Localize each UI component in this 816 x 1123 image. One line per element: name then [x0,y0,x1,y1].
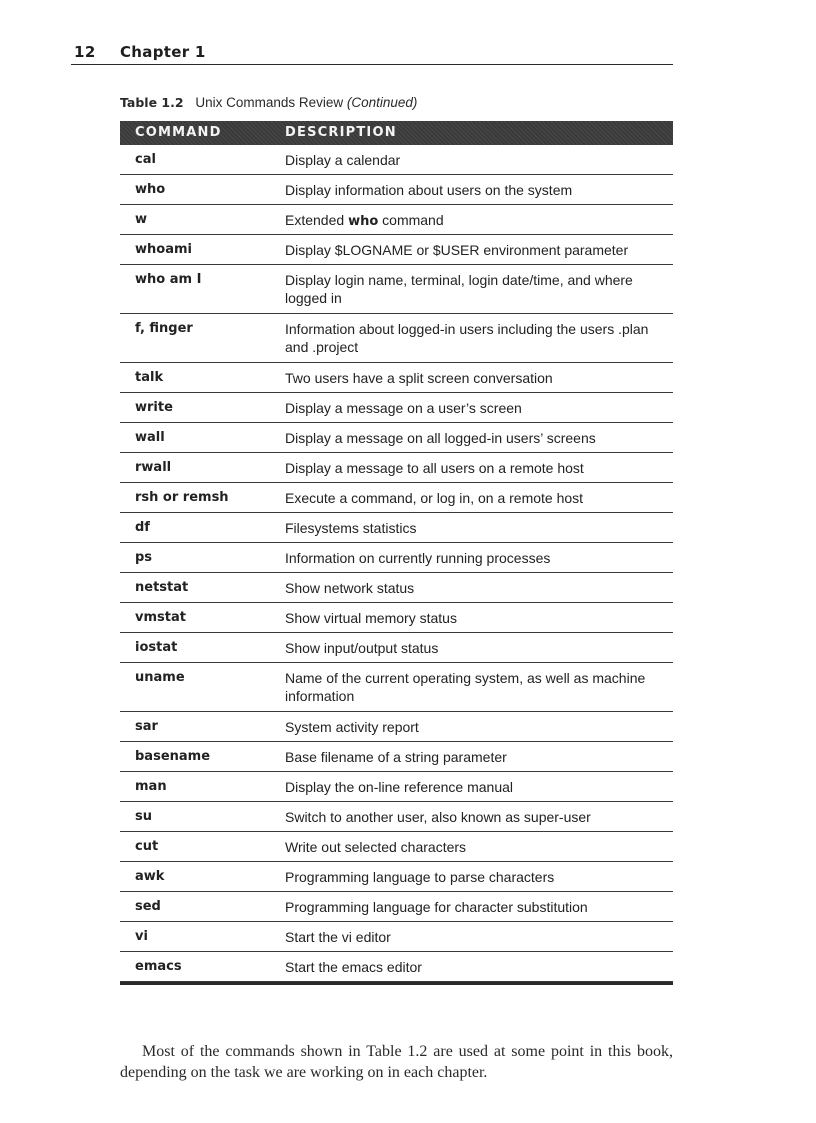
description-cell: Information on currently running processes [285,550,551,566]
page-number: 12 [74,43,96,61]
description-cell: Show virtual memory status [285,610,457,626]
command-cell: who [135,182,166,197]
table-row [120,423,673,453]
description-cell: Display information about users on the system [285,182,573,198]
description-cell: Start the vi editor [285,929,391,945]
command-cell: df [135,520,150,535]
command-cell: whoami [135,242,192,257]
header-command: COMMAND [135,125,222,140]
running-head [71,40,673,65]
table-row [120,603,673,633]
command-cell: who am I [135,272,202,287]
table-row [120,742,673,772]
description-text: command [378,212,444,228]
table-row [120,543,673,573]
table-row [120,633,673,663]
command-cell: f, finger [135,321,193,336]
command-cell: w [135,212,148,227]
description-cell: Information about logged-in users including the users .plan and .project [285,321,649,355]
body-paragraph: Most of the commands shown in Table 1.2 are used at some point in this book, depending on the task we are working on in each chapter. [120,1043,673,1081]
table-row [120,483,673,513]
description-cell: Filesystems statistics [285,520,417,536]
chapter-title: Chapter 1 [120,43,206,61]
description-cell: Show input/output status [285,640,439,656]
table-row [120,832,673,862]
command-cell: cut [135,839,159,854]
description-cell: Display $LOGNAME or $USER environment parameter [285,242,629,258]
description-cell: Display a calendar [285,152,401,168]
table-row [120,393,673,423]
table-number: Table 1.2 [120,95,184,110]
table-body [120,145,673,982]
command-cell: talk [135,370,164,385]
description-text: Extended [285,212,349,228]
command-cell: write [135,400,173,415]
command-cell: vi [135,929,148,944]
description-cell: Programming language for character substitution [285,899,588,915]
description-cell: Write out selected characters [285,839,467,855]
header-description: DESCRIPTION [285,125,397,140]
command-cell: sed [135,899,161,914]
table-row [120,712,673,742]
description-cell: Display a message on all logged-in users’ screens [285,430,596,446]
table-row [120,205,673,235]
description-cell: Display a message on a user’s screen [285,400,522,416]
description-cell: Start the emacs editor [285,959,422,975]
command-cell: cal [135,152,156,167]
table-row [120,235,673,265]
description-cell: Display the on-line reference manual [285,779,514,795]
commands-table [120,121,673,985]
description-bold-command: who [348,214,379,229]
table-row [120,862,673,892]
command-cell: rsh or remsh [135,490,229,505]
description-cell: Base filename of a string parameter [285,749,507,765]
command-cell: awk [135,869,165,884]
table-row [120,513,673,543]
table-row [120,922,673,952]
description-cell: Programming language to parse characters [285,869,555,885]
table-row [120,314,673,363]
table-row [120,573,673,603]
table-row [120,663,673,712]
description-cell [285,211,670,231]
table-header [120,121,673,145]
command-cell: ps [135,550,153,565]
command-cell: rwall [135,460,172,475]
command-cell: man [135,779,167,794]
description-cell: Execute a command, or log in, on a remote host [285,490,584,506]
table-title: Unix Commands Review [195,95,344,110]
command-cell: vmstat [135,610,186,625]
description-cell: Name of the current operating system, as well as machine information [285,670,646,704]
description-cell: Display login name, terminal, login date/time, and where logged in [285,272,633,306]
command-cell: sar [135,719,158,734]
table-row [120,145,673,175]
description-cell: Switch to another user, also known as super-user [285,809,591,825]
description-cell: Two users have a split screen conversation [285,370,553,386]
command-cell: emacs [135,959,182,974]
table-row [120,802,673,832]
command-cell: wall [135,430,165,445]
table-row [120,453,673,483]
command-cell: netstat [135,580,189,595]
description-cell: Show network status [285,580,415,596]
command-cell: su [135,809,152,824]
table-row [120,772,673,802]
table-caption-note: (Continued) [346,95,418,110]
table-row [120,265,673,314]
description-cell: System activity report [285,719,419,735]
command-cell: iostat [135,640,178,655]
table-row [120,363,673,393]
table-row [120,952,673,982]
command-cell: uname [135,670,185,685]
command-cell: basename [135,749,211,764]
table-row [120,892,673,922]
table-row [120,175,673,205]
table-caption [120,95,417,110]
description-cell: Display a message to all users on a remote host [285,460,584,476]
